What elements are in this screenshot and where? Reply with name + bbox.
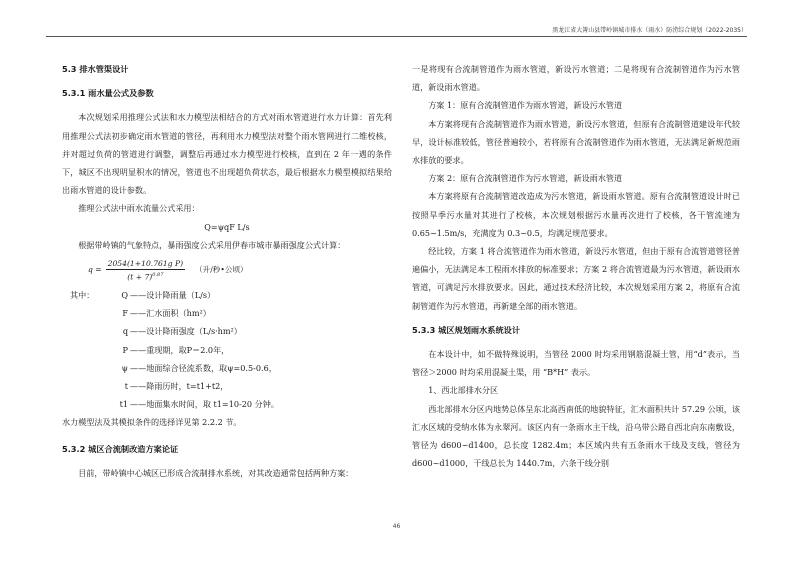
definitions-list bbox=[70, 286, 392, 413]
where-label: 其中： bbox=[70, 290, 95, 301]
paragraph-two-options: 一是将现有合流制管道作为雨水管道，新设污水管道；二是将现有合流制管道作为污水管道，新设雨水管道。 bbox=[412, 64, 740, 93]
paragraph-method: 本次规划采用推理公式法和水力模型法相结合的方式对雨水管道进行水力计算：首先利用推理公式法初步确定雨水管道的管径，再利用水力模型法对整个雨水管网进行二维校核，并对超过负荷的管道进行调整，调整后再通过水力模型进行校核，直到在 2 年一遇的条件下，城区不出现明显积水的情况，管道也不出现超负荷状态，最后根据水力模型模拟结果给出雨水管道的设计参数。 bbox=[62, 112, 392, 196]
formula-unit: （升/秒•公顷） bbox=[195, 264, 248, 274]
formula-numerator: 2054(1+10.761g P) bbox=[107, 258, 184, 268]
section-5-3-3-heading: 5.3.3 城区规划雨水系统设计 bbox=[412, 324, 521, 335]
page-header: 黑龙江省大箐山县带岭镇城市排水（雨水）防涝综合规划（2022-2035） bbox=[552, 27, 747, 34]
definition-row: t ——降雨历时，t=t1+t2， bbox=[124, 381, 229, 392]
paragraph-northwest: 西北部排水分区内地势总体呈东北高西南低的地貌特征，汇水面积共计 57.29 公顷，该汇水区域的受纳水体为永翠河。该区内有一条雨水主干线，沿乌带公路自西北向东南敷设，管径为 d600~d1400，总长度 1282.4m；本区域内共有五条雨水干线及支线，管径为 d600~d1000，干线总长为 1440.7m，六条干线分别 bbox=[412, 403, 740, 469]
flow-formula: Q=ψqF L/s bbox=[204, 221, 250, 232]
paragraph-pipe-notation: 在本设计中，如不做特殊说明，当管径 2000 时均采用钢筋混凝土管，用“d”表示，当管径＞2000 时均采用混凝土渠，用 “B*H” 表示。 bbox=[412, 349, 740, 378]
definition-row: F ——汇水面积（hm²） bbox=[122, 308, 211, 319]
paragraph-formula-intro: 推理公式法中雨水流量公式采用： bbox=[78, 203, 200, 214]
option-2-title: 方案 2：原有合流制管道作为污水管道，新设雨水管道 bbox=[428, 173, 623, 184]
formula-fraction bbox=[106, 258, 185, 283]
option-1-title: 方案 1：原有合流制管道作为雨水管道，新设污水管道 bbox=[428, 100, 623, 111]
left-column bbox=[62, 60, 392, 482]
section-5-3-1-heading: 5.3.1 雨水量公式及参数 bbox=[62, 88, 154, 99]
section-5-3-2-heading: 5.3.2 城区合流制改造方案论证 bbox=[62, 443, 179, 454]
definition-row: q ——设计降雨强度（L/s·hm²） bbox=[122, 326, 242, 337]
header-rule bbox=[46, 36, 747, 37]
paragraph-comparison: 经比较，方案 1 将合流管道作为雨水管道，新设污水管道，但由于原有合流管道管径普遍偏小，无法满足本工程雨水排放的标准要求；方案 2 将合流管道最为污水管道，新设雨水管道，可满足污水排放要求。因此，通过技术经济比较，本次规划采用方案 2，将原有合流制管道作为污水管道，再新建全部的雨水管道。 bbox=[412, 246, 740, 311]
definition-row: P ——重现期，取P＝2.0年， bbox=[122, 344, 230, 355]
intensity-formula bbox=[88, 254, 392, 286]
paragraph-renovation-intro: 目前，带岭镇中心城区已形成合流制排水系统，对其改造通常包括两种方案： bbox=[78, 467, 354, 478]
option-2-text: 本方案将原有合流制管道改造成为污水管道，新设雨水管道。原有合流制管道设计时已按照旱季污水量对其进行了校核，本次规划根据污水量再次进行了校核，各干管流速为 0.65~1.5m/s，充满度为 0.3~0.5，均满足规范要求。 bbox=[412, 191, 740, 238]
right-column bbox=[412, 60, 740, 472]
section-5-3-heading: 5.3 排水管渠设计 bbox=[62, 64, 129, 74]
definition-row: 其中： Q ——设计降雨量（L/s） bbox=[70, 286, 392, 304]
paragraph-model-ref: 水力模型法及其模拟条件的选择详见第 2.2.2 节。 bbox=[62, 417, 242, 428]
paragraph-intensity-intro: 根据带岭镇的气象特点，暴雨强度公式采用伊春市城市暴雨强度公式计算： bbox=[78, 239, 346, 250]
page-number: 46 bbox=[392, 523, 401, 530]
formula-denominator: $(t + 7)^{0.87}$ bbox=[127, 271, 164, 282]
formula-lhs: q = bbox=[88, 264, 102, 274]
option-1-text: 本方案将现有合流制管道作为雨水管道，新设污水管道，但原有合流制管道建设年代较早，设计标准较低，管径普遍较小，若将原有合流制管道作为雨水管道，无法满足新规范雨水排放的要求。 bbox=[412, 118, 740, 166]
formula-exponent: 0.87 bbox=[152, 271, 164, 278]
definition-row: t1 ——地面集水时间，取 t1=10-20 分钟。 bbox=[119, 399, 279, 410]
subheading-northwest: 1、西北部排水分区 bbox=[428, 385, 499, 396]
definition-row: ψ ——地面综合径流系数，取ψ=0.5-0.6， bbox=[121, 362, 277, 373]
